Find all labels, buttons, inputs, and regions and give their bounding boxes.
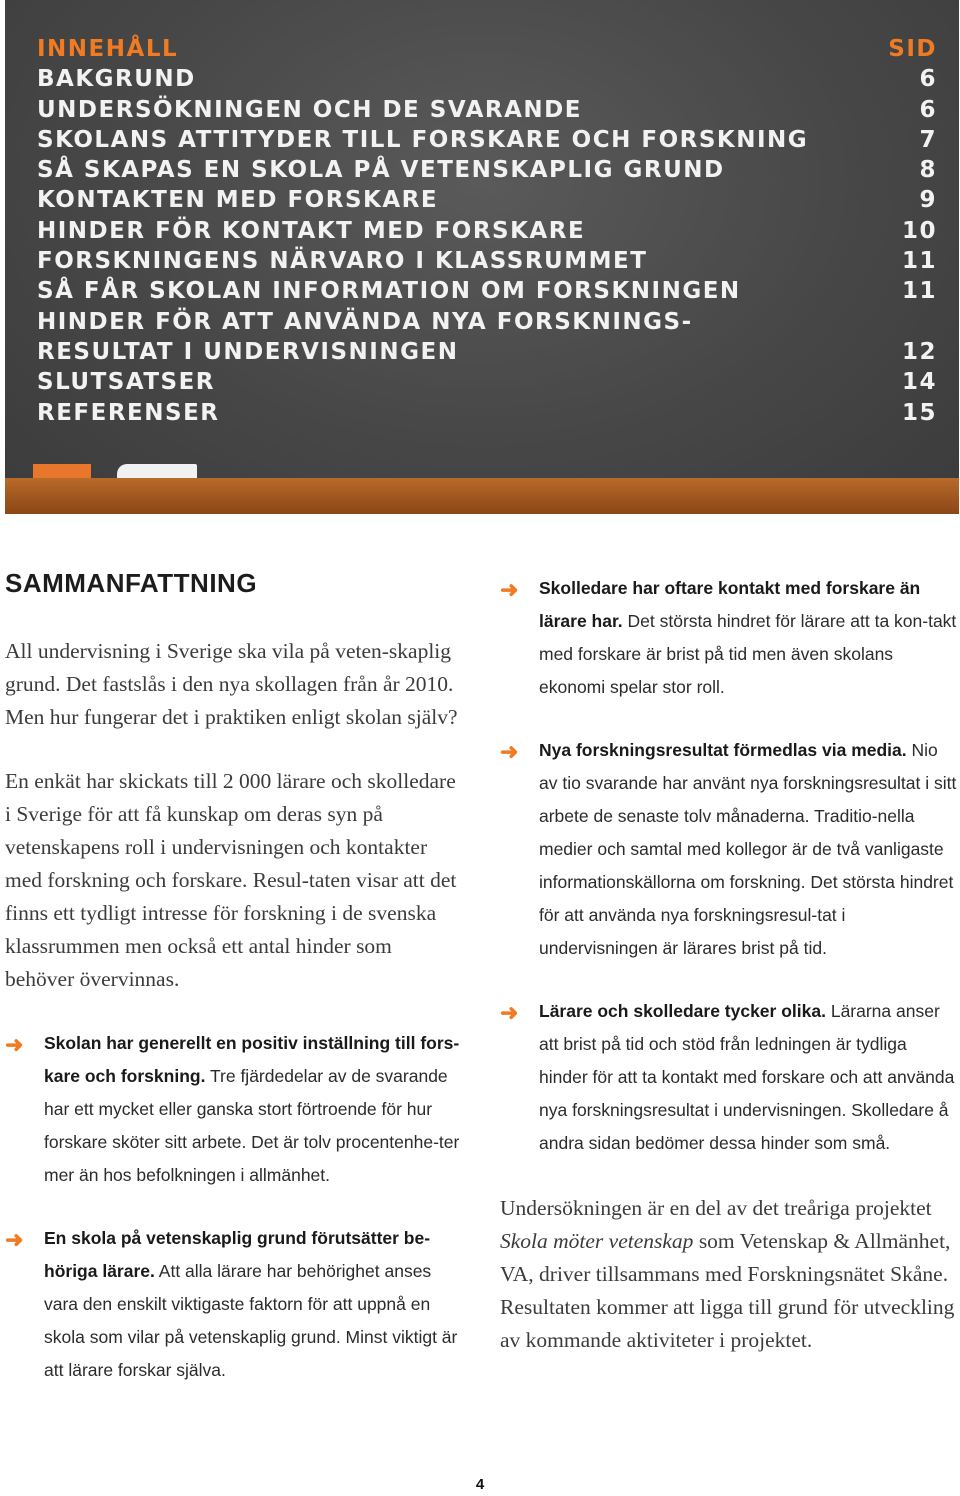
summary-right-column <box>500 572 960 1379</box>
toc-item-page: 9 <box>919 187 937 214</box>
toc-item-title: UNDERSÖKNINGEN OCH DE SVARANDE <box>37 96 582 123</box>
toc-item-title: REFERENSER <box>37 399 220 426</box>
summary-left-column <box>5 568 465 1417</box>
toc-item[interactable] <box>37 95 937 125</box>
bullet-text: Lärarna anser att brist på tid och stöd från ledningen är tydliga hinder för att ta kontakt med forskare och att använda nya forskningsresultat i undervisningen. Skolledare å andra sidan bedömer dessa hinder som små. <box>539 1001 955 1153</box>
toc-item[interactable] <box>37 185 937 215</box>
toc-header <box>37 34 937 64</box>
toc-item-page: 7 <box>919 126 937 153</box>
toc-item-page: 14 <box>901 369 937 396</box>
toc-item-title: HINDER FÖR KONTAKT MED FORSKARE <box>37 217 586 244</box>
bullet-lead: En skola på vetenskaplig grund förutsätter be-höriga lärare. <box>44 1228 431 1281</box>
toc-item-page: 12 <box>901 338 937 365</box>
arrow-right-icon: ➜ <box>5 1032 24 1057</box>
toc-item-title: KONTAKTEN MED FORSKARE <box>37 187 439 214</box>
arrow-right-icon: ➜ <box>500 739 519 764</box>
toc-item-page: 6 <box>919 96 937 123</box>
toc-item[interactable] <box>37 246 937 276</box>
summary-paragraph: En enkät har skickats till 2 000 lärare och skolledare i Sverige för att få kunskap om deras syn på vetenskapens roll i undervisningen och kontakter med forskning och forskare. Resul-taten visar att det finns ett tydligt intresse för forskning i de svenska klassrummen men också ett antal hinder som behöver övervinnas. <box>5 769 457 991</box>
summary-bullet <box>500 572 960 704</box>
toc-item-title: BAKGRUND <box>37 66 196 93</box>
toc-item-title: RESULTAT I UNDERVISNINGEN <box>37 338 459 365</box>
bullet-text: Att alla lärare har behörighet anses vara den enskilt viktigaste faktorn för att uppnå en skola som vilar på vetenskaplig grund. Minst viktigt är att lärare forskar själva. <box>44 1261 458 1380</box>
toc-item-page: 10 <box>901 217 937 244</box>
bullet-lead: Skolan har generellt en positiv inställning till fors-kare och forskning. <box>44 1033 460 1086</box>
summary-bullet <box>5 1222 465 1387</box>
toc-item-page: 8 <box>919 157 937 184</box>
toc-item-title: SKOLANS ATTITYDER TILL FORSKARE OCH FORSKNING <box>37 126 809 153</box>
bullet-text: Nio av tio svarande har använt nya forskningsresultat i sitt arbete de senaste tolv månaderna. Traditio-nella medier och samtal med kollegor är de två vanligaste informationskällorna om forskning. Det största hindret för att använda nya forskningsresul-tat i undervisningen är lärares brist på tid. <box>539 740 957 958</box>
toc-item[interactable] <box>37 337 937 367</box>
arrow-right-icon: ➜ <box>500 1000 519 1025</box>
toc-item[interactable] <box>37 276 937 306</box>
toc-item-page: 15 <box>901 399 937 426</box>
toc-item-title: SÅ SKAPAS EN SKOLA PÅ VETENSKAPLIG GRUND <box>37 157 725 184</box>
page-number: 4 <box>475 1476 485 1493</box>
bullet-lead: Skolledare har oftare kontakt med forskare än lärare har. <box>539 578 921 631</box>
chalkboard-ledge <box>5 478 959 514</box>
closing-text: Undersökningen är en del av det treåriga projektet <box>500 1196 932 1220</box>
summary-title: SAMMANFATTNING <box>5 568 258 598</box>
toc-item[interactable] <box>37 398 937 428</box>
toc-item-page: 11 <box>901 278 937 305</box>
toc-item[interactable] <box>37 216 937 246</box>
toc-item-title: SLUTSATSER <box>37 369 216 396</box>
table-of-contents <box>37 34 937 428</box>
bullet-lead: Nya forskningsresultat förmedlas via media. <box>539 740 907 760</box>
chalkboard <box>5 0 959 514</box>
closing-text: som Vetenskap & Allmänhet, VA, driver tillsammans med Forskningsnätet Skåne. Resultaten kommer att ligga till grund för utveckling av kommande aktiviteter i projektet. <box>500 1229 955 1352</box>
toc-item[interactable] <box>37 155 937 185</box>
summary-closing <box>500 1192 960 1357</box>
toc-heading: INNEHÅLL <box>37 36 179 62</box>
summary-intro: All undervisning i Sverige ska vila på veten-skaplig grund. Det fastslås i den nya skollagen från år 2010. Men hur fungerar det i praktiken enligt skolan själv? <box>5 639 458 729</box>
arrow-right-icon: ➜ <box>5 1227 24 1252</box>
toc-item-title: SÅ FÅR SKOLAN INFORMATION OM FORSKNINGEN <box>37 278 741 305</box>
toc-item[interactable] <box>37 125 937 155</box>
bullet-text: Det största hindret för lärare att ta kon-takt med forskare är brist på tid men även skolans ekonomi spelar stor roll. <box>539 611 957 697</box>
toc-page-heading: SID <box>888 36 937 62</box>
summary-bullet <box>5 1027 465 1192</box>
bullet-text: Tre fjärdedelar av de svarande har ett mycket eller ganska stort förtroende för hur forskare sköter sitt arbete. Det är tolv procentenhe-ter mer än hos befolkningen i allmänhet. <box>44 1066 460 1185</box>
summary-bullet <box>500 734 960 965</box>
arrow-right-icon: ➜ <box>500 577 519 602</box>
toc-item[interactable] <box>37 367 937 397</box>
toc-item[interactable] <box>37 64 937 94</box>
toc-item-page: 6 <box>919 66 937 93</box>
toc-item[interactable] <box>37 307 937 337</box>
bullet-lead: Lärare och skolledare tycker olika. <box>539 1001 826 1021</box>
toc-item-page: 11 <box>901 248 937 275</box>
summary-bullet <box>500 995 960 1160</box>
toc-item-title: FORSKNINGENS NÄRVARO I KLASSRUMMET <box>37 248 648 275</box>
project-name: Skola möter vetenskap <box>500 1229 694 1253</box>
toc-item-title: HINDER FÖR ATT ANVÄNDA NYA FORSKNINGS- <box>37 308 693 335</box>
